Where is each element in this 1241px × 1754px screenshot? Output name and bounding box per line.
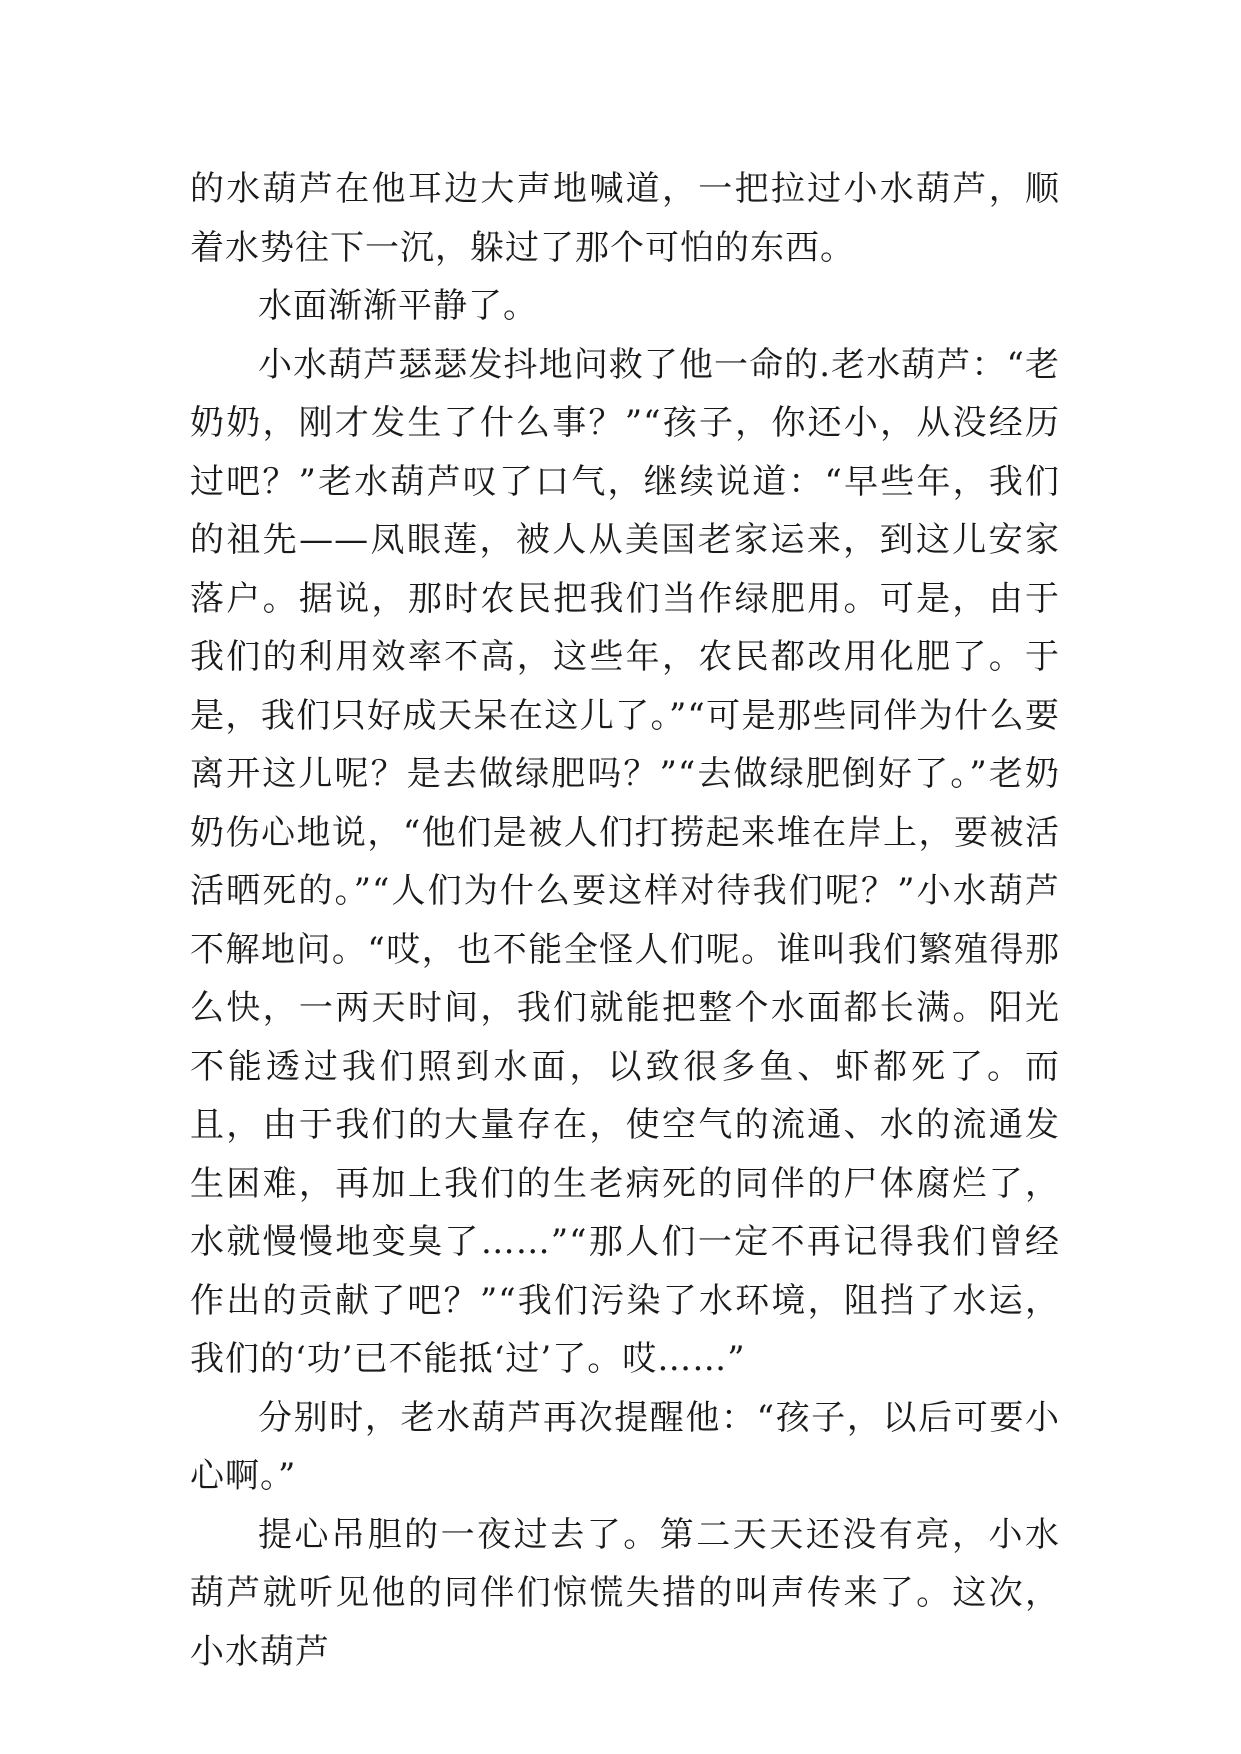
paragraph-water-calm: 水面渐渐平静了。 [258, 286, 538, 326]
body-text [190, 160, 1060, 1681]
paragraph-dialogue: 小水葫芦瑟瑟发抖地问救了他一命的.老水葫芦：“老奶奶，刚才发生了什么事？”“孩子，你还小，从没经历过吧？”老水葫芦叹了口气，继续说道：“早些年，我们的祖先——凤眼莲，被人从美国老家运来，到这儿安家落户。据说，那时农民把我们当作绿肥用。可是，由于我们的利用效率不高，这些年，农民都改用化肥了。于是，我们只好成天呆在这儿了。”“可是那些同伴为什么要离开这儿呢？是去做绿肥吗？”“去做绿肥倒好了。”老奶奶伤心地说，“他们是被人们打捞起来堆在岸上，要被活活晒死的。”“人们为什么要这样对待我们呢？”小水葫芦不解地问。“哎，也不能全怪人们呢。谁叫我们繁殖得那么快，一两天时间，我们就能把整个水面都长满。阳光不能透过我们照到水面，以致很多鱼、虾都死了。而且，由于我们的大量存在，使空气的流通、水的流通发生困难，再加上我们的生老病死的同伴的尸体腐烂了，水就慢慢地变臭了……”“那人们一定不再记得我们曾经作出的贡献了吧？”“我们污染了水环境，阻挡了水运，我们的‘功’已不能抵‘过’了。哎……” [190, 344, 1060, 1379]
paragraph-next-day: 提心吊胆的一夜过去了。第二天天还没有亮，小水葫芦就听见他的同伴们惊慌失措的叫声传来了。这次，小水葫芦 [190, 1514, 1060, 1672]
paragraph-continuation: 的水葫芦在他耳边大声地喊道，一把拉过小水葫芦，顺着水势往下一沉，躲过了那个可怕的东西。 [190, 169, 1060, 268]
paragraph-farewell: 分别时，老水葫芦再次提醒他：“孩子，以后可要小心啊。” [190, 1397, 1060, 1496]
